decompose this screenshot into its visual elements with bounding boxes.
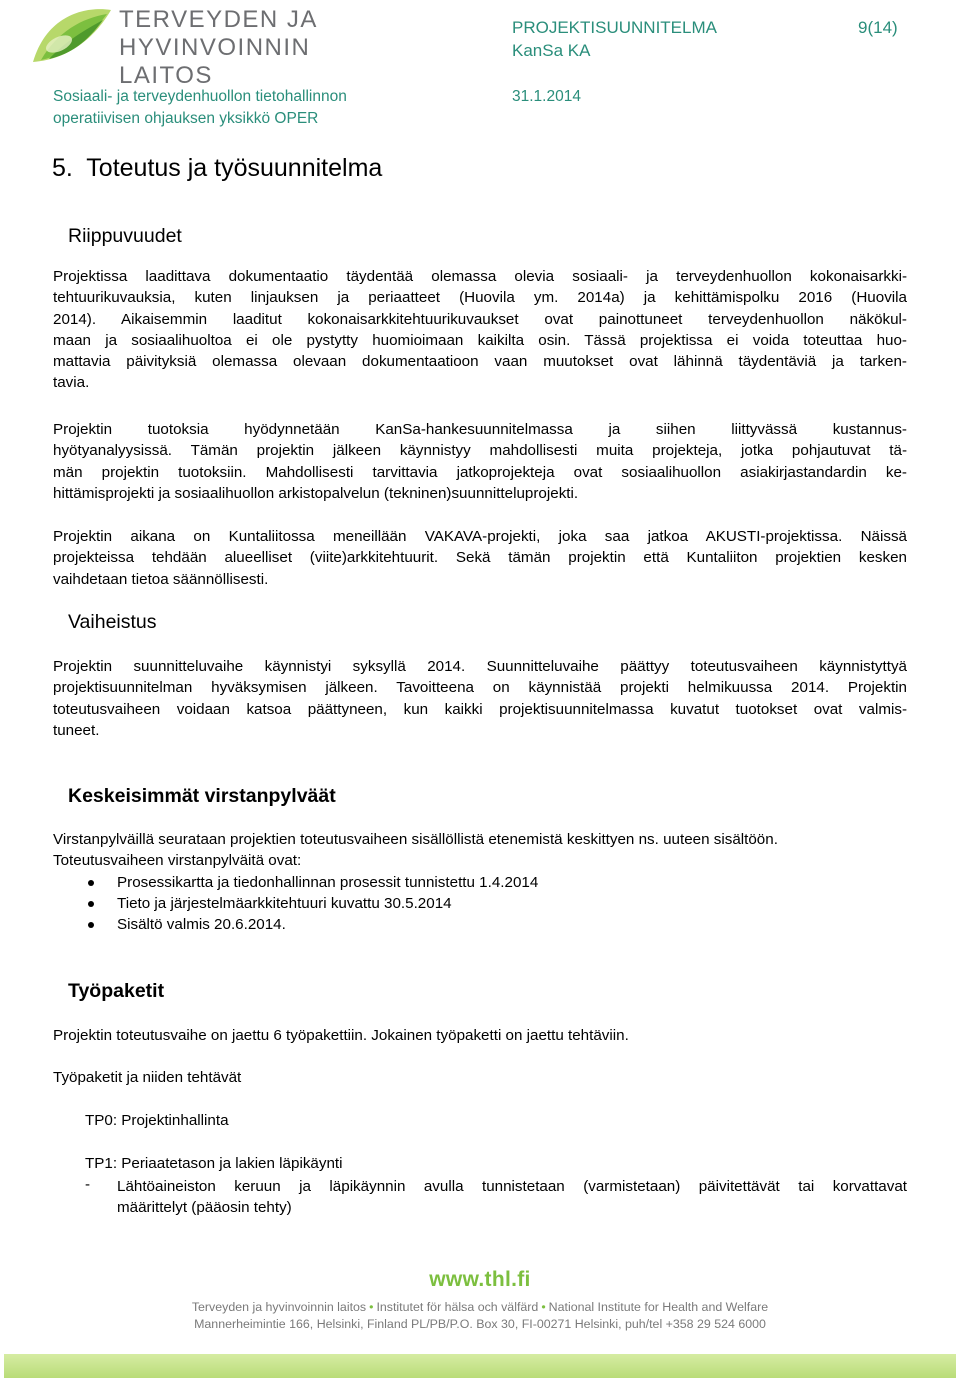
bullet-icon: • — [369, 1300, 374, 1314]
doc-type: PROJEKTISUUNNITELMA — [512, 18, 717, 37]
org-name-line2: HYVINVOINNIN LAITOS — [119, 34, 311, 89]
bullet-icon — [88, 880, 94, 886]
riippuvuudet-paragraph-2 — [53, 419, 907, 504]
tyopaketit-subtitle: Työpaketit ja niiden tehtävät — [53, 1069, 242, 1086]
text-line: män projektin tuotoksiin. Mahdollisesti tarvittavia jatkoprojekteja ovat sosiaalihuollon asiakirjastandardin ke- — [53, 463, 907, 481]
text-line: määrittelyt (pääosin tehty) — [117, 1199, 292, 1217]
text-line: Projektin aikana on Kuntaliitossa meneillään VAKAVA-projekti, joka saa jatkoa AKUSTI-projektissa. Näissä — [53, 528, 907, 545]
section-title: 5. Toteutus ja työsuunnitelma — [52, 154, 383, 182]
footer-address: Mannerheimintie 166, Helsinki, Finland PL/PB/P.O. Box 30, FI-00271 Helsinki, puh/tel +358 29 524 6000 — [194, 1317, 766, 1331]
footer-orgs — [0, 1300, 960, 1314]
milestone-text: Tieto ja järjestelmäarkkitehtuuri kuvattu 30.5.2014 — [117, 895, 452, 912]
footer-org-sv: Institutet för hälsa och välfärd — [376, 1300, 539, 1314]
text-line: hittämisprojekti ja sosiaalihuollon arkistopalvelun (tekninen)suunnitteluprojekti. — [53, 484, 579, 502]
milestone-text: Prosessikartta ja tiedonhallinnan prosessit tunnistettu 1.4.2014 — [117, 874, 539, 891]
footer-url[interactable]: www.thl.fi — [429, 1268, 531, 1291]
text-line: tavia. — [53, 374, 90, 392]
milestone-item — [88, 895, 452, 912]
project-code: KanSa KA — [512, 41, 591, 60]
text-line: tuneet. — [53, 721, 100, 739]
vaiheistus-paragraph — [53, 656, 907, 741]
text-line: Projektin tuotoksia hyödynnetään KanSa-hankesuunnitelmassa ja siihen liittyvässä kustannus- — [53, 421, 907, 438]
riippuvuudet-paragraph-3 — [53, 526, 907, 590]
org-name-line1: TERVEYDEN JA — [119, 6, 318, 33]
milestone-item — [88, 916, 286, 933]
text-line: maan ja sosiaalihuoltoa ei ole pystytty huomioimaan kaikilta osin. Tässä projektissa ei voida toteuttaa huo- — [53, 331, 907, 349]
bullet-icon: • — [541, 1300, 546, 1314]
text-line: 2014). Aikaisemmin laaditut kokonaisarkkitehtuurikuvaukset ovat painottuneet terveydenhuollon näkökul- — [53, 310, 907, 328]
bullet-icon — [88, 901, 94, 907]
text-line: Projektissa laadittava dokumentaatio täydentää olemassa olevia sosiaali- ja terveydenhuollon kokonaisarkki- — [53, 268, 907, 285]
text-line: toteutusvaiheen voidaan katsoa päättyneen, kun kaikki projektisuunnitelmassa kuvatut tuotokset ovat valmis- — [53, 700, 907, 718]
text-line: Projektin suunnitteluvaihe käynnistyi syksyllä 2014. Suunnitteluvaihe päättyy toteutusvaiheen käynnistyttyä — [53, 658, 907, 675]
page-number: 9(14) — [858, 18, 898, 37]
heading-riippuvuudet: Riippuvuudet — [68, 225, 182, 247]
text-line: projektisuunnitelman hyväksymisen jälkeen. Tavoitteena on käynnistää projekti helmikuussa 2014. Projektin — [53, 679, 907, 697]
leaf-logo-icon — [27, 4, 117, 66]
footer-org-fi: Terveyden ja hyvinvoinnin laitos — [191, 1300, 367, 1314]
riippuvuudet-paragraph-1 — [53, 266, 907, 394]
text-line: vaihdetaan tietoa säännöllisesti. — [53, 570, 269, 588]
tyopaketit-paragraph: Projektin toteutusvaihe on jaettu 6 työpakettiin. Jokainen työpaketti on jaettu tehtäviin. — [53, 1027, 629, 1044]
footer-org-en: National Institute for Health and Welfare — [548, 1300, 769, 1314]
heading-tyopaketit: Työpaketit — [68, 980, 165, 1002]
milestone-text: Sisältö valmis 20.6.2014. — [117, 916, 286, 933]
tp1-label: TP1: Periaatetason ja lakien läpikäynti — [85, 1155, 343, 1172]
tp1-task-dash: - — [85, 1176, 91, 1193]
tp0-label: TP0: Projektinhallinta — [85, 1112, 229, 1129]
unit-line1: Sosiaali- ja terveydenhuollon tietohallinnon — [53, 88, 347, 105]
text-line: hyötyanalyysissä. Tämän projektin jälkeen käynnistyy mahdollisesti muita projekteja, jotka pohjautuvat tä- — [53, 442, 907, 460]
unit-line2: operatiivisen ohjauksen yksikkö OPER — [53, 110, 319, 127]
doc-date: 31.1.2014 — [512, 88, 581, 105]
text-line: Lähtöaineiston keruun ja läpikäynnin avulla tunnistetaan (varmistetaan) päivitettävät tai korvattavat — [117, 1178, 907, 1195]
tp1-task — [117, 1176, 907, 1219]
text-line: projekteissa tehdään alueelliset (viite)arkkitehtuurit. Sekä tämän projektin että Kuntaliiton projektien kesken — [53, 549, 907, 567]
virstanpylvaat-intro-line1: Virstanpylväillä seurataan projektien toteutusvaiheen sisällöllistä etenemistä keskittyen ns. uuteen sisältöön. — [53, 831, 778, 848]
virstanpylvaat-intro-line2: Toteutusvaiheen virstanpylväitä ovat: — [53, 852, 302, 869]
thl-logo — [27, 4, 377, 89]
text-line: tehtuurikuvauksia, kuten linjauksen ja periaatteet (Huovila ym. 2014a) ja kehittämispolku 2016 (Huovila — [53, 289, 907, 307]
milestone-item — [88, 874, 538, 891]
heading-virstanpylvaat: Keskeisimmät virstanpylväät — [68, 785, 336, 807]
bullet-icon — [88, 922, 94, 928]
heading-vaiheistus: Vaiheistus — [68, 611, 157, 633]
footer-green-band — [4, 1354, 956, 1378]
text-line: mattavia päivityksiä olemassa olevaan dokumentaatioon vaan muutokset ovat lähinnä täydentäviä ja tarken- — [53, 353, 907, 371]
